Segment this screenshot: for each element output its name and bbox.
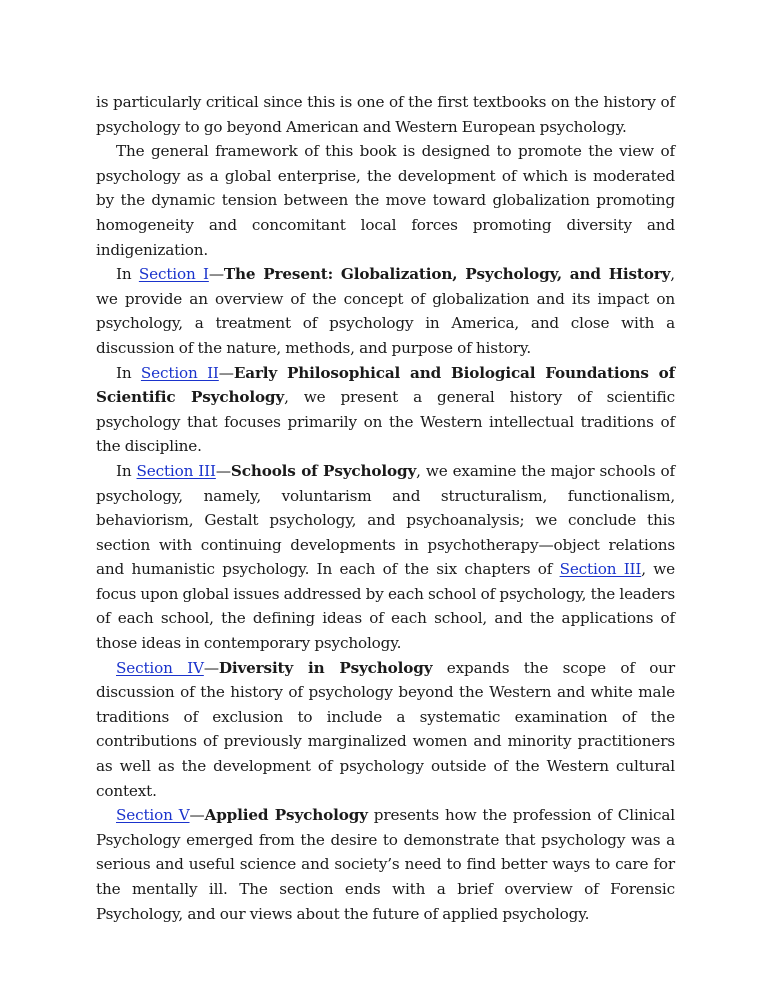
section-4-text: expands the scope of our discussion of the history of psychology beyond the Western and white male traditions of exclusion to include a systematic examination of the contributions of previously marginalized women and minority practitioners as well as the development of psychology outside of the Western cultural context. — [96, 658, 675, 800]
section-4-title: Diversity in Psychology — [218, 658, 433, 677]
section-4-link[interactable]: Section IV — [116, 658, 204, 677]
section-3-dash: — — [215, 461, 231, 480]
section-1-lead: In — [116, 265, 139, 284]
section-3-inline-link[interactable]: Section III — [559, 560, 642, 579]
section-3-text: , we examine the major schools of psychology, namely, voluntarism and structuralism, functionalism, behaviorism, Gestalt psychology, and psychoanalysis; we conclude this section with continuing developments in psychotherapy—object relations and humanistic psychology. In each of the six chapters of — [96, 461, 676, 579]
section-3-paragraph — [96, 459, 675, 656]
section-2-dash: — — [218, 363, 234, 382]
section-2-title: Early Philosophical and Biological Foundations of Scientific Psychology — [96, 363, 675, 407]
intro-paragraph: is particularly critical since this is one of the first textbooks on the history of psychology to go beyond American and Western European psychology. — [96, 93, 675, 136]
section-3-lead: In — [116, 461, 137, 480]
section-2-paragraph — [96, 361, 675, 459]
section-5-text: presents how the profession of Clinical Psychology emerged from the desire to demonstrate that psychology was a serious and useful science and society’s need to find better ways to care for the mentally ill. The section ends with a brief overview of Forensic Psychology, and our views about the future of applied psychology. — [96, 806, 675, 923]
section-1-link[interactable]: Section I — [138, 265, 209, 284]
section-1-paragraph — [96, 262, 675, 360]
section-5-title: Applied Psychology — [204, 806, 368, 825]
document-page — [96, 90, 675, 926]
framework-paragraph: The general framework of this book is designed to promote the view of psychology as a global enterprise, the development of which is moderated by the dynamic tension between the move toward globalization promoting homogeneity and concomitant local forces promoting diversity and indigenization. — [96, 142, 675, 259]
section-3-title: Schools of Psychology — [230, 461, 417, 480]
section-1-dash: — — [208, 265, 224, 284]
section-5-paragraph — [96, 803, 675, 926]
section-4-dash: — — [203, 658, 219, 677]
section-4-paragraph — [96, 656, 675, 804]
section-2-link[interactable]: Section II — [140, 363, 219, 382]
section-5-dash: — — [189, 806, 205, 825]
section-1-text: , we provide an overview of the concept of globalization and its impact on psychology, a treatment of psychology in America, and close with a discussion of the nature, methods, and purpose of history. — [96, 265, 675, 357]
section-2-text: , we present a general history of scientific psychology that focuses primarily on the Western intellectual traditions of the discipline. — [96, 388, 675, 456]
section-3-text-continued: , we focus upon global issues addressed by each school of psychology, the leaders of each school, the defining ideas of each school, and the applications of those ideas in contemporary psychology. — [96, 560, 675, 653]
section-2-lead: In — [116, 363, 141, 382]
section-3-link[interactable]: Section III — [136, 461, 216, 480]
section-1-title: The Present: Globalization, Psychology, and History — [223, 265, 671, 284]
section-5-link[interactable]: Section V — [116, 806, 190, 825]
